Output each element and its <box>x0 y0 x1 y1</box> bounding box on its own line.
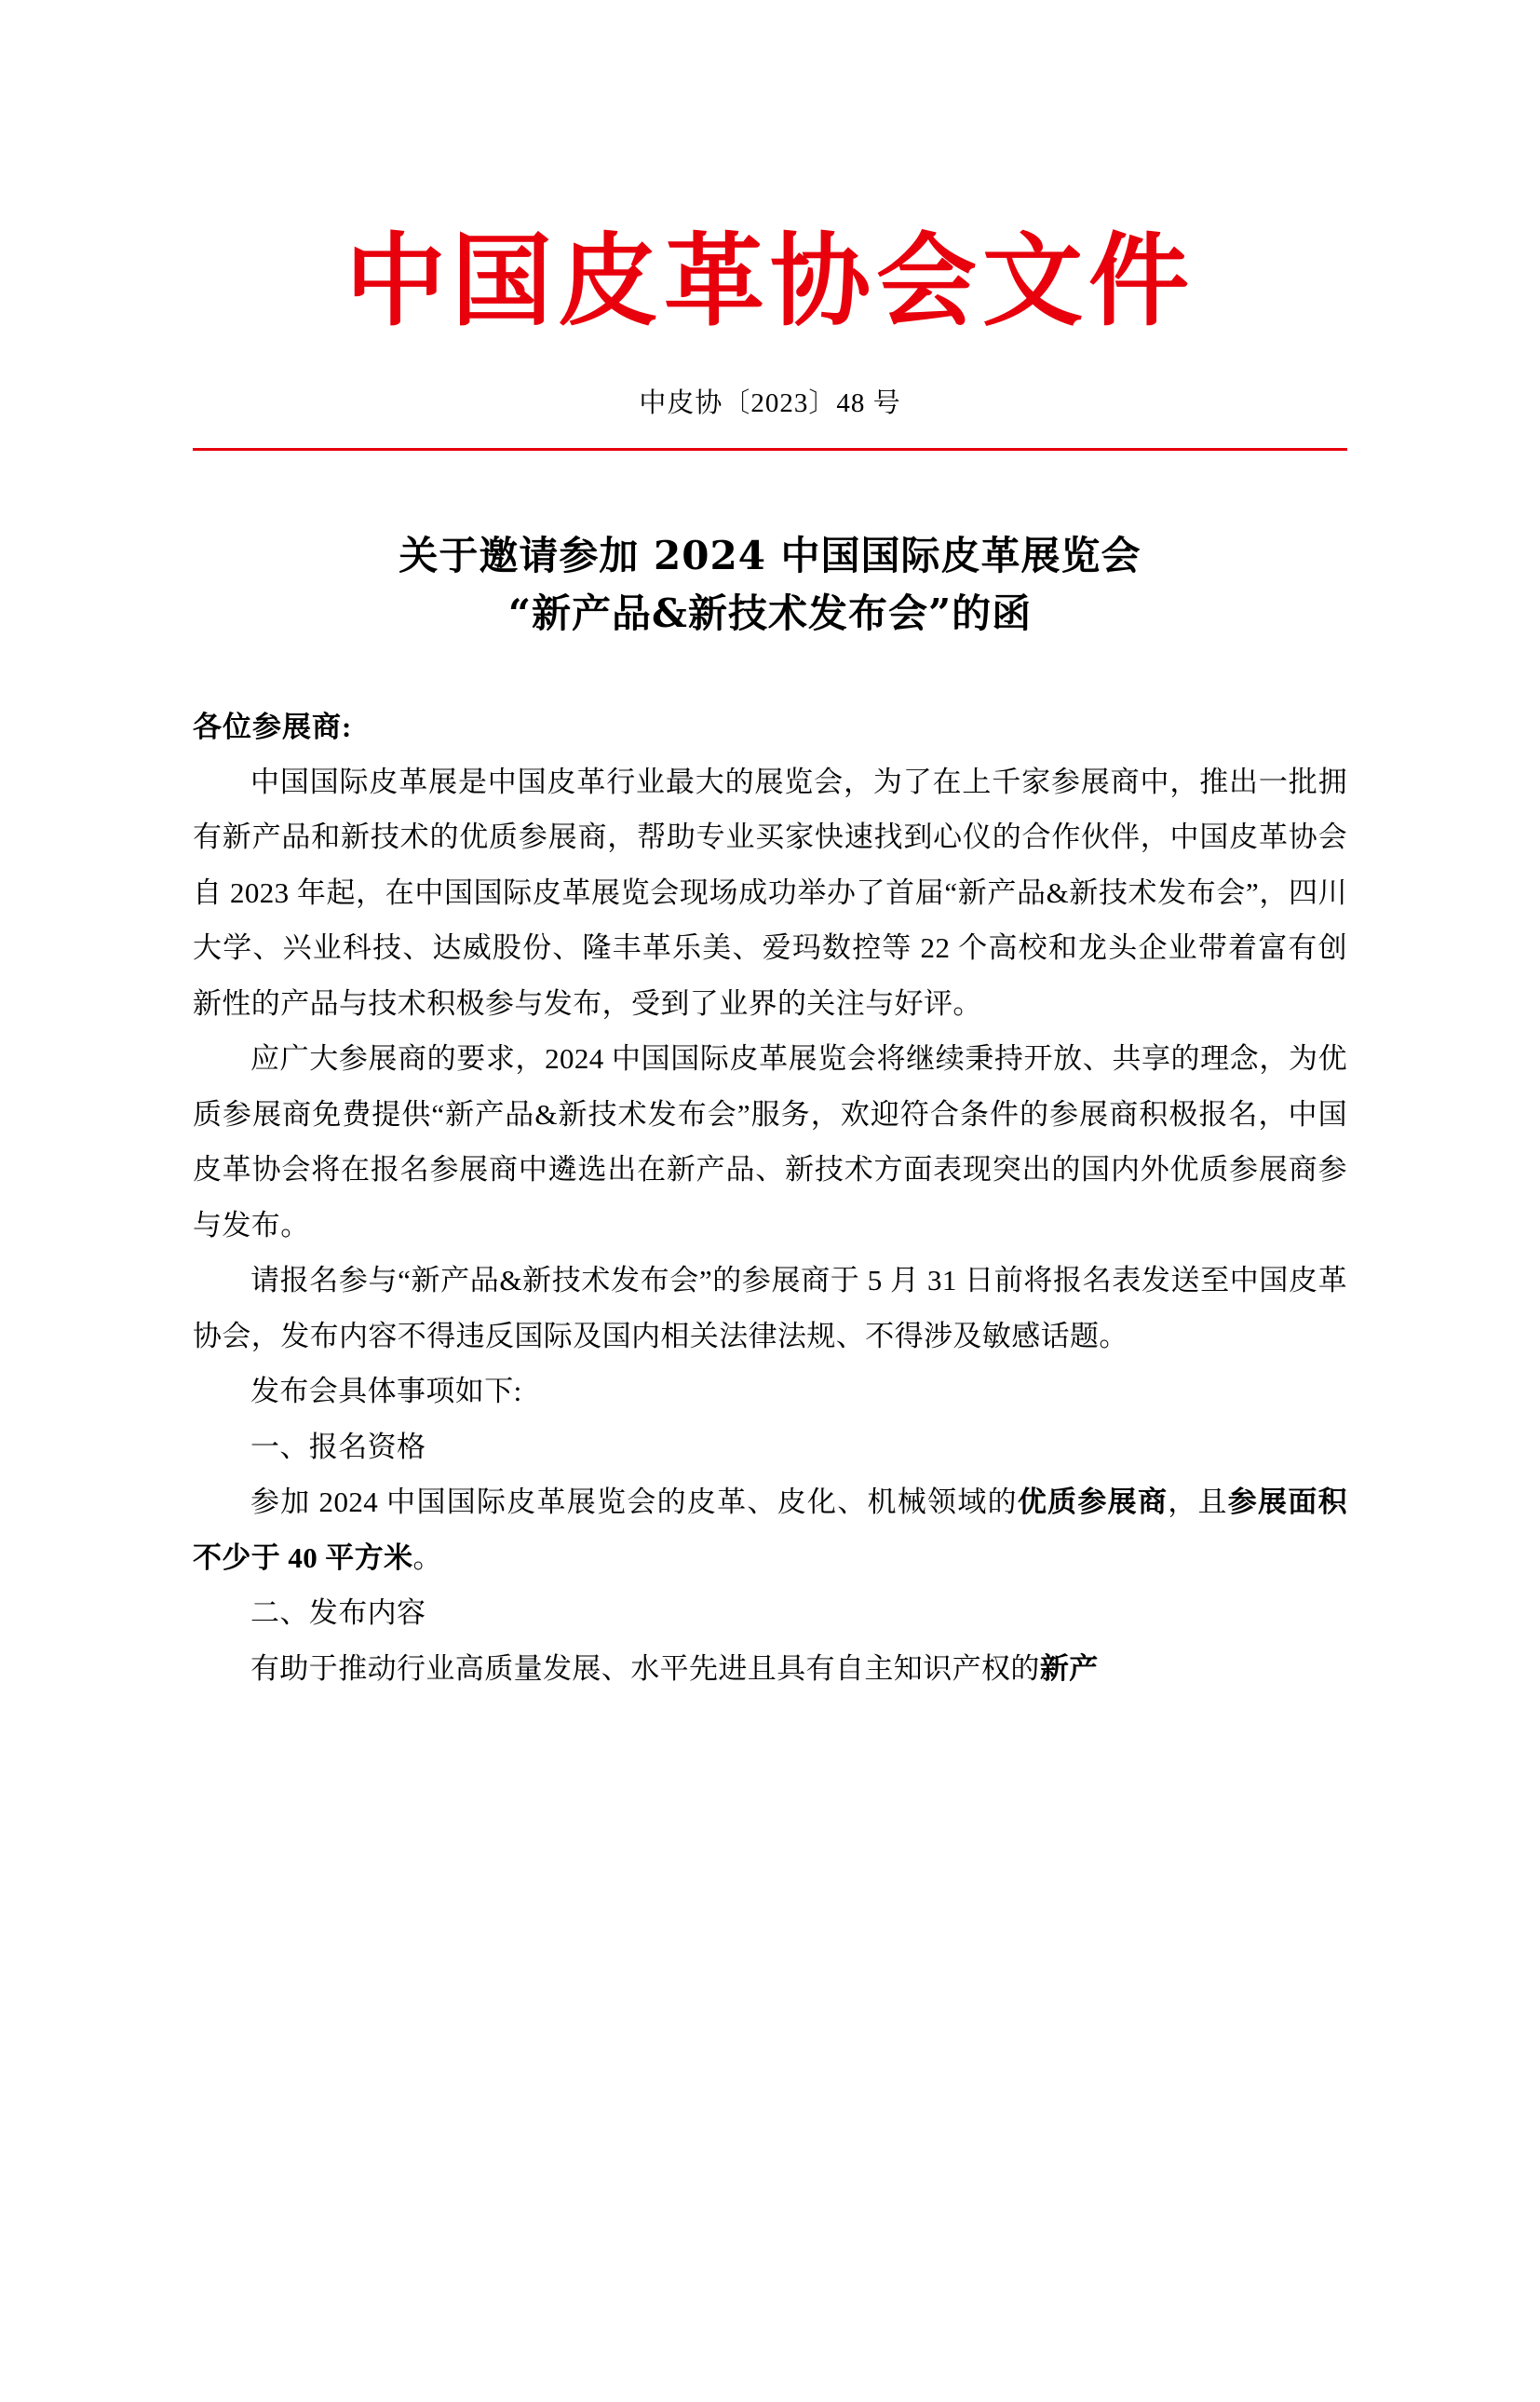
red-divider-rule <box>193 448 1347 451</box>
section-one-body <box>193 1474 1347 1585</box>
masthead-title: 中国皮革协会文件 <box>344 223 1195 340</box>
section-one-text-c: 。 <box>412 1540 442 1574</box>
paragraph-1: 中国国际皮革展是中国皮革行业最大的展览会，为了在上千家参展商中，推出一批拥有新产品和新技术的优质参展商，帮助专业买家快速找到心仪的合作伙伴，中国皮革协会自 2023 年起，在中国国际皮革展览会现场成功举办了首届“新产品&新技术发布会”，四川大学、兴业科技、达威股份、隆丰革乐美、爱玛数控等 22 个高校和龙头企业带着富有创新性的产品与技术积极参与发布，受到了业界的关注与好评。 <box>193 765 1347 1020</box>
section-two-text-a: 有助于推动行业高质量发展、水平先进且具有自主知识产权的 <box>250 1651 1040 1685</box>
document-number: 中皮协〔2023〕48 号 <box>639 388 901 419</box>
section-two-bold-a: 新产 <box>1039 1651 1099 1685</box>
page-title-line-1: 关于邀请参加 2024 中国国际皮革展览会 <box>399 533 1141 579</box>
section-two-body <box>193 1641 1347 1697</box>
document-page <box>0 224 1540 2402</box>
paragraph-2: 应广大参展商的要求，2024 中国国际皮革展览会将继续秉持开放、共享的理念，为优质参展商免费提供“新产品&新技术发布会”服务，欢迎符合条件的参展商积极报名，中国皮革协会将在报名参展商中遴选出在新产品、新技术方面表现突出的国内外优质参展商参与发布。 <box>193 1042 1347 1242</box>
section-one-text-a: 参加 2024 中国国际皮革展览会的皮革、皮化、机械领域的 <box>250 1486 1018 1519</box>
section-one-text-b: ，且 <box>1168 1486 1228 1519</box>
document-body <box>193 703 1347 1697</box>
page-title <box>0 527 1540 643</box>
section-one-heading: 一、报名资格 <box>250 1430 426 1463</box>
salutation: 各位参展商: <box>193 710 353 743</box>
section-two-heading: 二、发布内容 <box>250 1596 426 1630</box>
paragraph-4: 发布会具体事项如下: <box>250 1375 522 1408</box>
section-one-bold-b: 参展面积不少于 40 平方米 <box>193 1486 1347 1574</box>
paragraph-3: 请报名参与“新产品&新技术发布会”的参展商于 5 月 31 日前将报名表发送至中国皮革协会，发布内容不得违反国际及国内相关法律法规、不得涉及敏感话题。 <box>193 1264 1347 1352</box>
page-title-line-2: “新产品&新技术发布会”的函 <box>507 590 1033 637</box>
section-one-bold-a: 优质参展商 <box>1017 1486 1169 1519</box>
masthead <box>0 224 1540 339</box>
